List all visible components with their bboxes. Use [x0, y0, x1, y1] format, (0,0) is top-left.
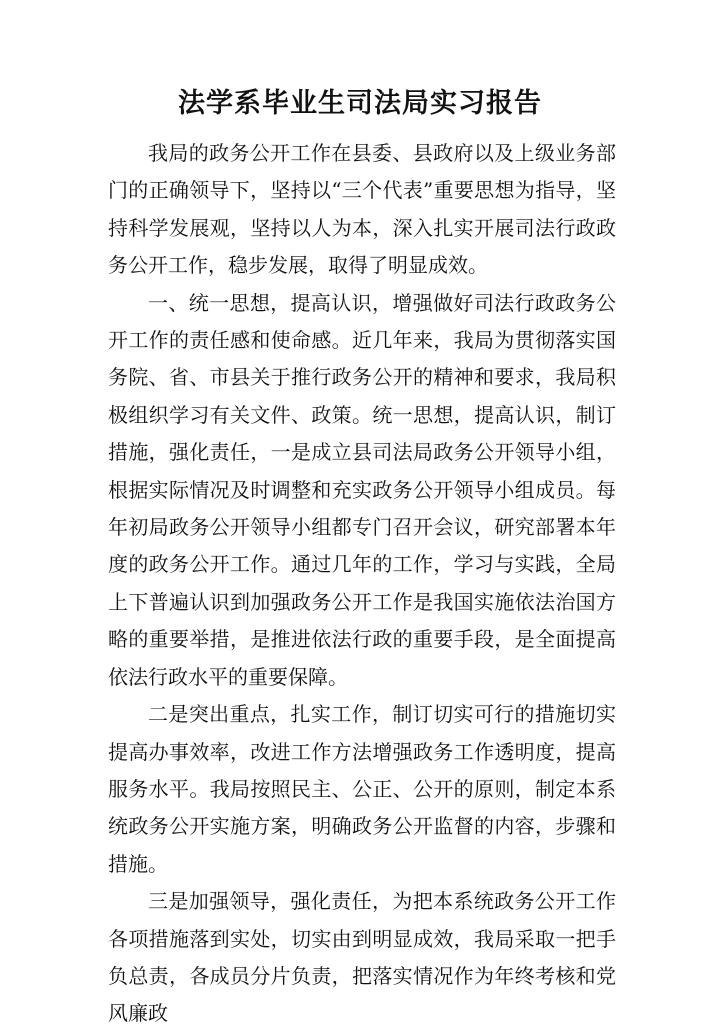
document-body: [108, 135, 616, 1033]
paragraph-section-two: 二是突出重点，扎实工作，制订切实可行的措施切实提高办事效率，改进工作方法增强政务工作透明度，提高服务水平。我局按照民主、公正、公开的原则，制定本系统政务公开实施方案，明确政务公开监督的内容，步骤和措施。: [108, 702, 616, 876]
document-title: 法学系毕业生司法局实习报告: [178, 88, 542, 119]
paragraph-section-one: 一、统一思想，提高认识，增强做好司法行政政务公开工作的责任感和使命感。近几年来，我局为贯彻落实国务院、省、市县关于推行政务公开的精神和要求，我局积极组织学习有关文件、政策。统一思想，提高认识，制订措施，强化责任，一是成立县司法局政务公开领导小组，根据实际情况及时调整和充实政务公开领导小组成员。每年初局政务公开领导小组都专门召开会议，研究部署本年度的政务公开工作。通过几年的工作，学习与实践，全局上下普遍认识到加强政务公开工作是我国实施依法治国方略的重要举措，是推进依法行政的重要手段，是全面提高依法行政水平的重要保障。: [108, 290, 616, 689]
paragraph-intro: 我局的政务公开工作在县委、县政府以及上级业务部门的正确领导下，坚持以“三个代表”重要思想为指导，坚持科学发展观，坚持以人为本，深入扎实开展司法行政政务公开工作，稳步发展，取得了明显成效。: [108, 141, 616, 278]
paragraph-section-three: 三是加强领导，强化责任，为把本系统政务公开工作各项措施落到实处，切实由到明显成效，我局采取一把手负总责，各成员分片负责，把落实情况作为年终考核和党风廉政: [108, 889, 616, 1026]
